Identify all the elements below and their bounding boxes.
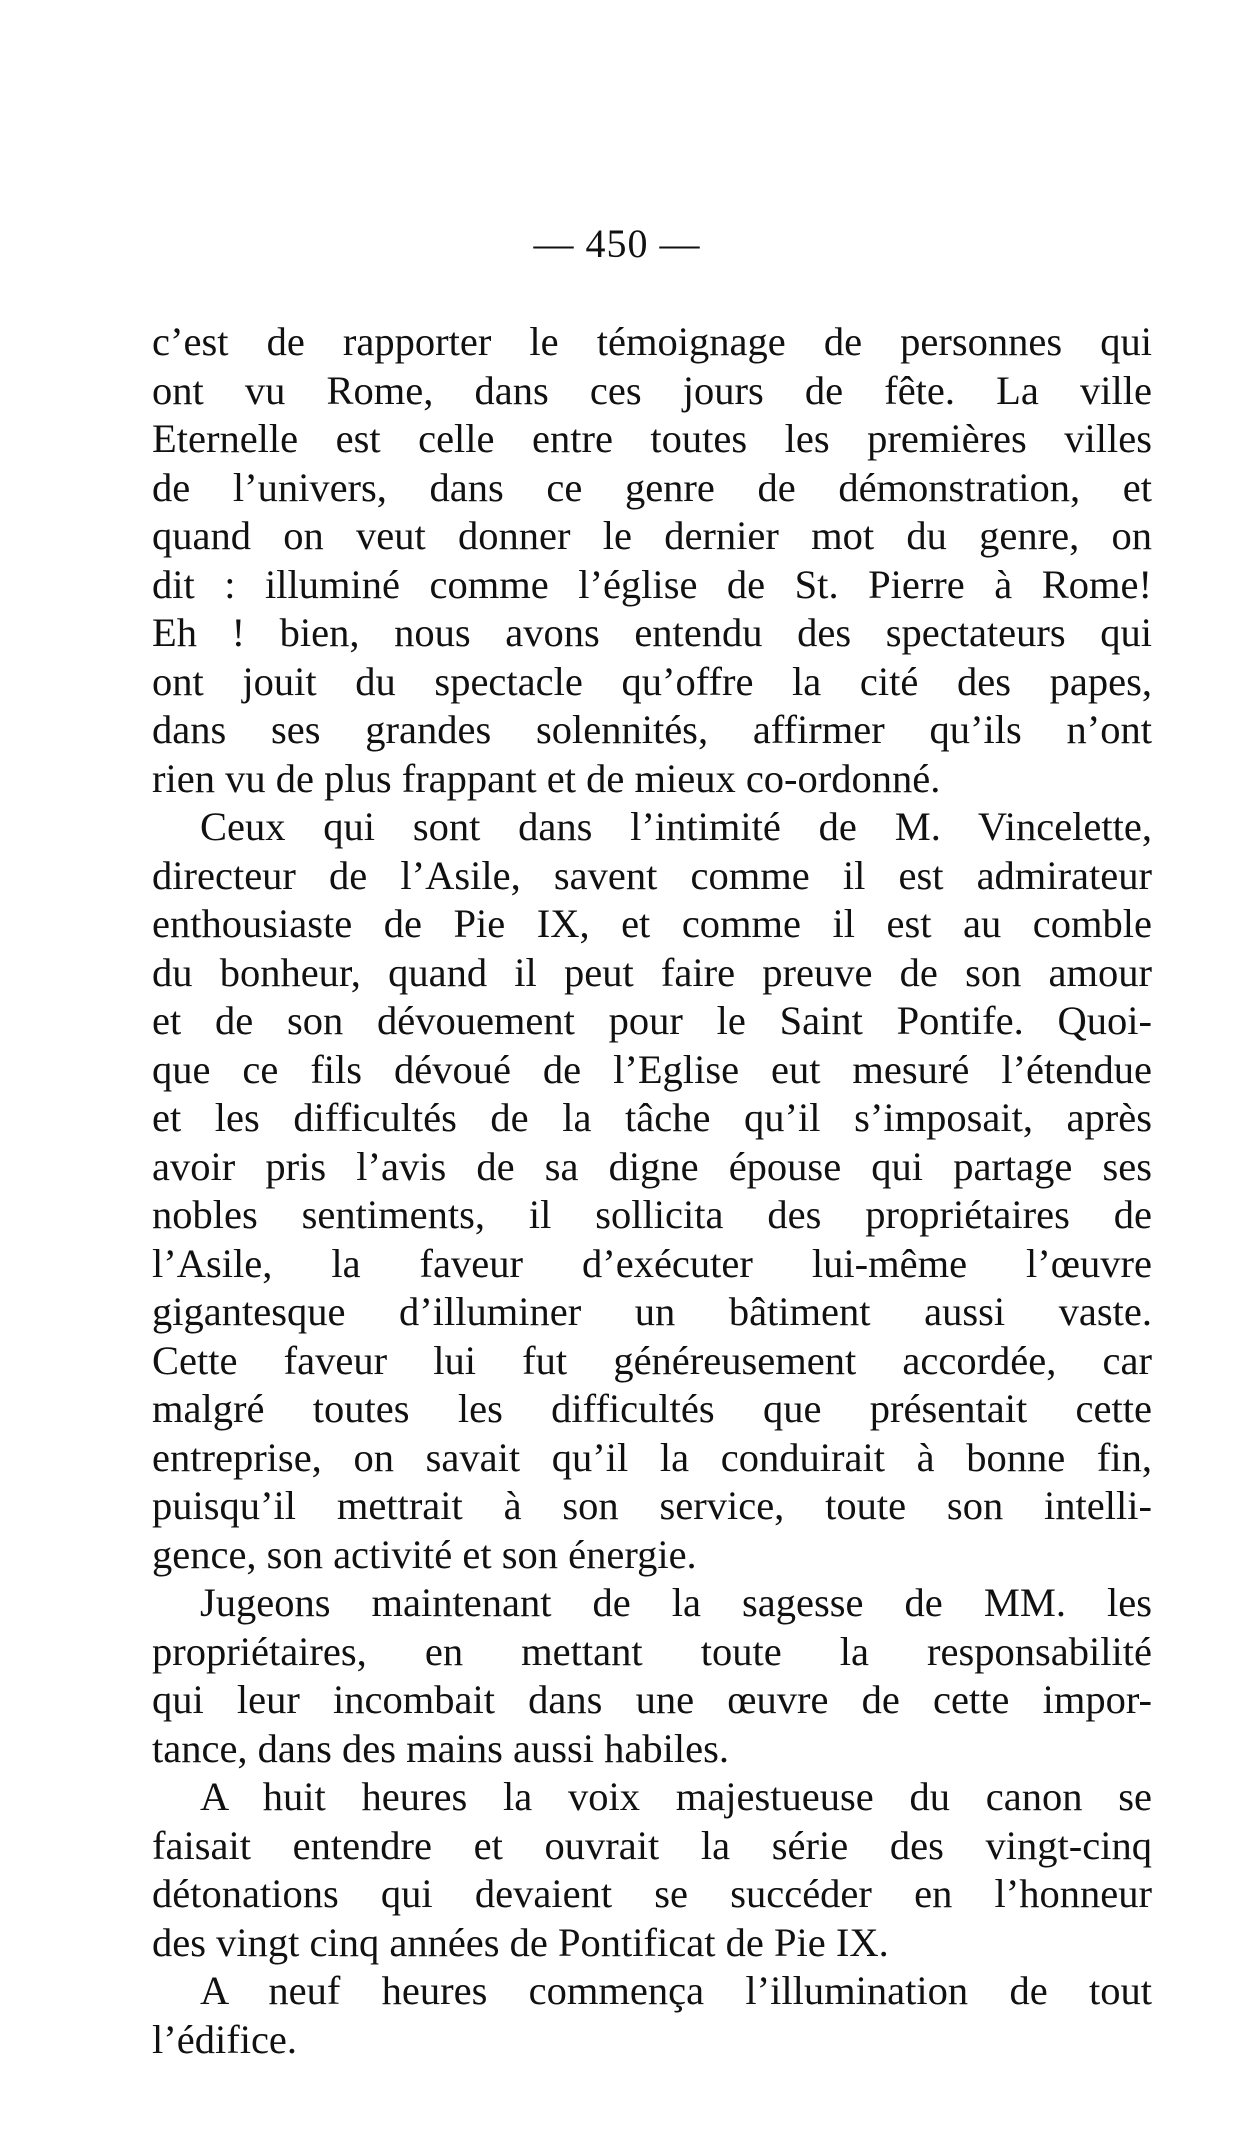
text-line: entreprise, on savait qu’il la conduirait à bonne fin, <box>152 1434 1152 1480</box>
text-line: dans ses grandes solennités, affirmer qu’ils n’ont <box>152 707 1152 752</box>
text-line: nobles sentiments, il sollicita des propriétaires de <box>152 1192 1152 1237</box>
text-line: dit : illuminé comme l’église de St. Pierre à Rome! <box>152 561 1152 607</box>
text-line: qui leur incombait dans une œuvre de cette impor- <box>152 1677 1152 1722</box>
text-line: Ceux qui sont dans l’intimité de M. Vincelette, <box>200 804 1152 849</box>
text-line: c’est de rapporter le témoignage de personnes qui <box>152 319 1152 364</box>
text-line: propriétaires, en mettant toute la responsabilité <box>152 1628 1152 1674</box>
text-line: puisqu’il mettrait à son service, toute son intelli- <box>152 1483 1152 1528</box>
text-line: Cette faveur lui fut généreusement accordée, car <box>152 1337 1152 1383</box>
text-line: A neuf heures commença l’illumination de tout <box>200 1968 1152 2013</box>
text-line: ont jouit du spectacle qu’offre la cité des papes, <box>152 658 1152 704</box>
text-line: rien vu de plus frappant et de mieux co-ordonné. <box>152 755 941 801</box>
text-line: A huit heures la voix majestueuse du canon se <box>200 1774 1152 1819</box>
text-line: Jugeons maintenant de la sagesse de MM. les <box>200 1580 1152 1625</box>
page-number: — 450 — <box>533 221 701 266</box>
text-line: avoir pris l’avis de sa digne épouse qui partage ses <box>152 1143 1152 1189</box>
text-line: faisait entendre et ouvrait la série des vingt-cinq <box>152 1822 1152 1868</box>
body-text <box>152 318 1152 2064</box>
text-line: tance, dans des mains aussi habiles. <box>152 1725 729 1771</box>
text-line: l’Asile, la faveur d’exécuter lui-même l’œuvre <box>152 1240 1152 1286</box>
text-line: gigantesque d’illuminer un bâtiment aussi vaste. <box>152 1289 1152 1334</box>
text-line: des vingt cinq années de Pontificat de Pie IX. <box>152 1919 889 1965</box>
text-line: l’édifice. <box>152 2016 298 2062</box>
text-line: gence, son activité et son énergie. <box>152 1531 697 1577</box>
text-line: directeur de l’Asile, savent comme il est admirateur <box>152 852 1152 898</box>
text-line: et les difficultés de la tâche qu’il s’imposait, après <box>152 1095 1152 1140</box>
text-line: détonations qui devaient se succéder en l’honneur <box>152 1871 1152 1916</box>
text-line: et de son dévouement pour le Saint Pontife. Quoi- <box>152 998 1152 1043</box>
text-line: quand on veut donner le dernier mot du genre, on <box>152 513 1152 558</box>
text-line: du bonheur, quand il peut faire preuve de son amour <box>152 949 1152 995</box>
text-line: Eternelle est celle entre toutes les premières villes <box>152 416 1152 461</box>
text-line: que ce fils dévoué de l’Eglise eut mesuré l’étendue <box>152 1046 1152 1092</box>
text-line: enthousiaste de Pie IX, et comme il est au comble <box>152 901 1152 946</box>
text-line: Eh ! bien, nous avons entendu des spectateurs qui <box>152 610 1152 655</box>
text-line: ont vu Rome, dans ces jours de fête. La ville <box>152 367 1152 413</box>
text-line: de l’univers, dans ce genre de démonstration, et <box>152 464 1152 510</box>
text-line: malgré toutes les difficultés que présentait cette <box>152 1386 1152 1431</box>
